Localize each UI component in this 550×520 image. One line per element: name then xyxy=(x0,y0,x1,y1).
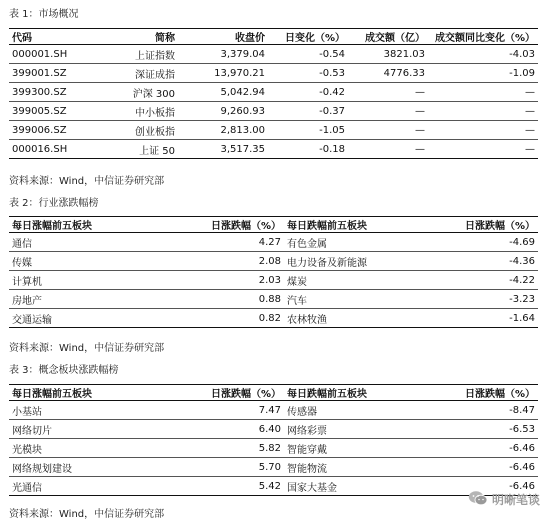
cell-daily-change: -0.53 xyxy=(319,67,345,79)
cell-turnover-yoy: — xyxy=(525,143,535,155)
cell-gainer-pct: 5.70 xyxy=(258,461,281,473)
table3-caption: 表 3：概念板块涨跌幅榜 xyxy=(9,365,119,376)
cell-gainer-pct: 0.88 xyxy=(258,293,281,305)
cell-gainer-name: 计算机 xyxy=(12,276,42,288)
cell-gainer-name: 房地产 xyxy=(12,295,42,307)
header-name: 简称 xyxy=(155,33,175,44)
table-row xyxy=(9,439,538,458)
table-row xyxy=(9,102,538,121)
cell-loser-pct: -4.22 xyxy=(509,274,535,286)
header-gain-pct: 日涨跌幅（%） xyxy=(210,389,281,400)
table-row xyxy=(9,252,538,271)
cell-loser-name: 传感器 xyxy=(287,406,317,418)
cell-loser-pct: -8.47 xyxy=(509,404,535,416)
table-row xyxy=(9,64,538,83)
cell-loser-name: 电力设备及新能源 xyxy=(287,257,367,269)
cell-gainer-name: 小基站 xyxy=(12,406,42,418)
table-row xyxy=(9,45,538,64)
cell-turnover-yoy: -4.03 xyxy=(509,48,535,60)
cell-close: 3,379.04 xyxy=(220,48,265,60)
cell-turnover: — xyxy=(415,143,425,155)
cell-gainer-pct: 5.42 xyxy=(258,480,281,492)
cell-turnover-yoy: — xyxy=(525,124,535,136)
header-top-gainers: 每日涨幅前五板块 xyxy=(12,389,92,400)
header-top-gainers: 每日涨幅前五板块 xyxy=(12,221,92,232)
cell-close: 9,260.93 xyxy=(220,105,265,117)
cell-gainer-name: 网络切片 xyxy=(12,425,52,437)
cell-gainer-pct: 0.82 xyxy=(258,312,281,324)
table-header-row xyxy=(9,216,538,233)
table-header-row xyxy=(9,384,538,401)
cell-turnover-yoy: — xyxy=(525,105,535,117)
cell-turnover-yoy: -1.09 xyxy=(509,67,535,79)
cell-close: 13,970.21 xyxy=(214,67,265,79)
cell-name: 深证成指 xyxy=(135,69,175,81)
cell-name: 上证 50 xyxy=(139,145,175,157)
cell-gainer-pct: 5.82 xyxy=(258,442,281,454)
cell-close: 3,517.35 xyxy=(220,143,265,155)
wechat-icon xyxy=(468,490,488,509)
cell-gainer-pct: 4.27 xyxy=(258,236,281,248)
watermark xyxy=(468,490,540,509)
cell-loser-name: 智能穿戴 xyxy=(287,444,327,456)
table-row xyxy=(9,309,538,328)
table2-source: 资料来源：Wind，中信证券研究部 xyxy=(9,343,165,354)
cell-name: 沪深 300 xyxy=(132,88,175,100)
cell-loser-name: 农林牧渔 xyxy=(287,314,327,326)
table-row xyxy=(9,83,538,102)
header-turnover-yoy: 成交额同比变化（%） xyxy=(434,33,535,44)
table-row xyxy=(9,140,538,159)
cell-daily-change: -0.54 xyxy=(319,48,345,60)
table3-source: 资料来源：Wind，中信证券研究部 xyxy=(9,509,165,520)
cell-gainer-pct: 2.08 xyxy=(258,255,281,267)
cell-turnover: — xyxy=(415,124,425,136)
cell-gainer-pct: 2.03 xyxy=(258,274,281,286)
cell-loser-name: 智能物流 xyxy=(287,463,327,475)
header-close: 收盘价 xyxy=(235,33,265,44)
cell-turnover: 3821.03 xyxy=(383,48,425,60)
cell-turnover: 4776.33 xyxy=(383,67,425,79)
cell-loser-pct: -6.46 xyxy=(509,461,535,473)
cell-gainer-pct: 6.40 xyxy=(258,423,281,435)
header-loss-pct: 日涨跌幅（%） xyxy=(464,389,535,400)
cell-code: 399001.SZ xyxy=(12,67,67,79)
header-top-losers: 每日跌幅前五板块 xyxy=(287,389,367,400)
cell-gainer-pct: 7.47 xyxy=(258,404,281,416)
table-header-row xyxy=(9,28,538,45)
cell-name: 创业板指 xyxy=(135,126,175,138)
cell-loser-pct: -4.36 xyxy=(509,255,535,267)
cell-close: 5,042.94 xyxy=(220,86,265,98)
cell-daily-change: -1.05 xyxy=(319,124,345,136)
cell-gainer-name: 通信 xyxy=(12,238,32,250)
cell-daily-change: -0.42 xyxy=(319,86,345,98)
cell-loser-pct: -6.46 xyxy=(509,480,535,492)
table-row xyxy=(9,477,538,496)
cell-gainer-name: 光模块 xyxy=(12,444,42,456)
cell-name: 中小板指 xyxy=(135,107,175,119)
cell-loser-pct: -1.64 xyxy=(509,312,535,324)
header-top-losers: 每日跌幅前五板块 xyxy=(287,221,367,232)
cell-gainer-name: 传媒 xyxy=(12,257,32,269)
cell-loser-name: 国家大基金 xyxy=(287,482,337,494)
table-row xyxy=(9,420,538,439)
header-loss-pct: 日涨跌幅（%） xyxy=(464,221,535,232)
cell-turnover: — xyxy=(415,105,425,117)
cell-code: 399006.SZ xyxy=(12,124,67,136)
cell-gainer-name: 光通信 xyxy=(12,482,42,494)
table-row xyxy=(9,233,538,252)
header-code: 代码 xyxy=(12,33,32,44)
cell-loser-name: 煤炭 xyxy=(287,276,307,288)
table-row xyxy=(9,290,538,309)
table-row xyxy=(9,458,538,477)
cell-gainer-name: 网络规划建设 xyxy=(12,463,72,475)
cell-name: 上证指数 xyxy=(135,50,175,62)
header-daily-change: 日变化（%） xyxy=(284,33,345,44)
cell-loser-pct: -3.23 xyxy=(509,293,535,305)
cell-code: 000001.SH xyxy=(12,48,68,60)
cell-loser-pct: -6.46 xyxy=(509,442,535,454)
table2-caption: 表 2：行业涨跌幅榜 xyxy=(9,198,99,209)
cell-close: 2,813.00 xyxy=(220,124,265,136)
watermark-text: 明晰笔谈 xyxy=(491,493,540,507)
cell-loser-name: 有色金属 xyxy=(287,238,327,250)
cell-turnover-yoy: — xyxy=(525,86,535,98)
cell-loser-name: 网络彩票 xyxy=(287,425,327,437)
cell-daily-change: -0.37 xyxy=(319,105,345,117)
table1-caption: 表 1：市场概况 xyxy=(9,9,79,20)
cell-code: 000016.SH xyxy=(12,143,68,155)
cell-daily-change: -0.18 xyxy=(319,143,345,155)
header-gain-pct: 日涨跌幅（%） xyxy=(210,221,281,232)
table-row xyxy=(9,401,538,420)
cell-loser-pct: -4.69 xyxy=(509,236,535,248)
industry-ranking-table xyxy=(9,216,538,328)
cell-code: 399005.SZ xyxy=(12,105,67,117)
table-row xyxy=(9,271,538,290)
cell-loser-name: 汽车 xyxy=(287,295,307,307)
cell-code: 399300.SZ xyxy=(12,86,67,98)
market-overview-table xyxy=(9,28,538,159)
cell-gainer-name: 交通运输 xyxy=(12,314,52,326)
table1-source: 资料来源：Wind，中信证券研究部 xyxy=(9,176,165,187)
header-turnover: 成交额（亿） xyxy=(365,33,425,44)
cell-loser-pct: -6.53 xyxy=(509,423,535,435)
concept-ranking-table xyxy=(9,384,538,496)
cell-turnover: — xyxy=(415,86,425,98)
table-row xyxy=(9,121,538,140)
